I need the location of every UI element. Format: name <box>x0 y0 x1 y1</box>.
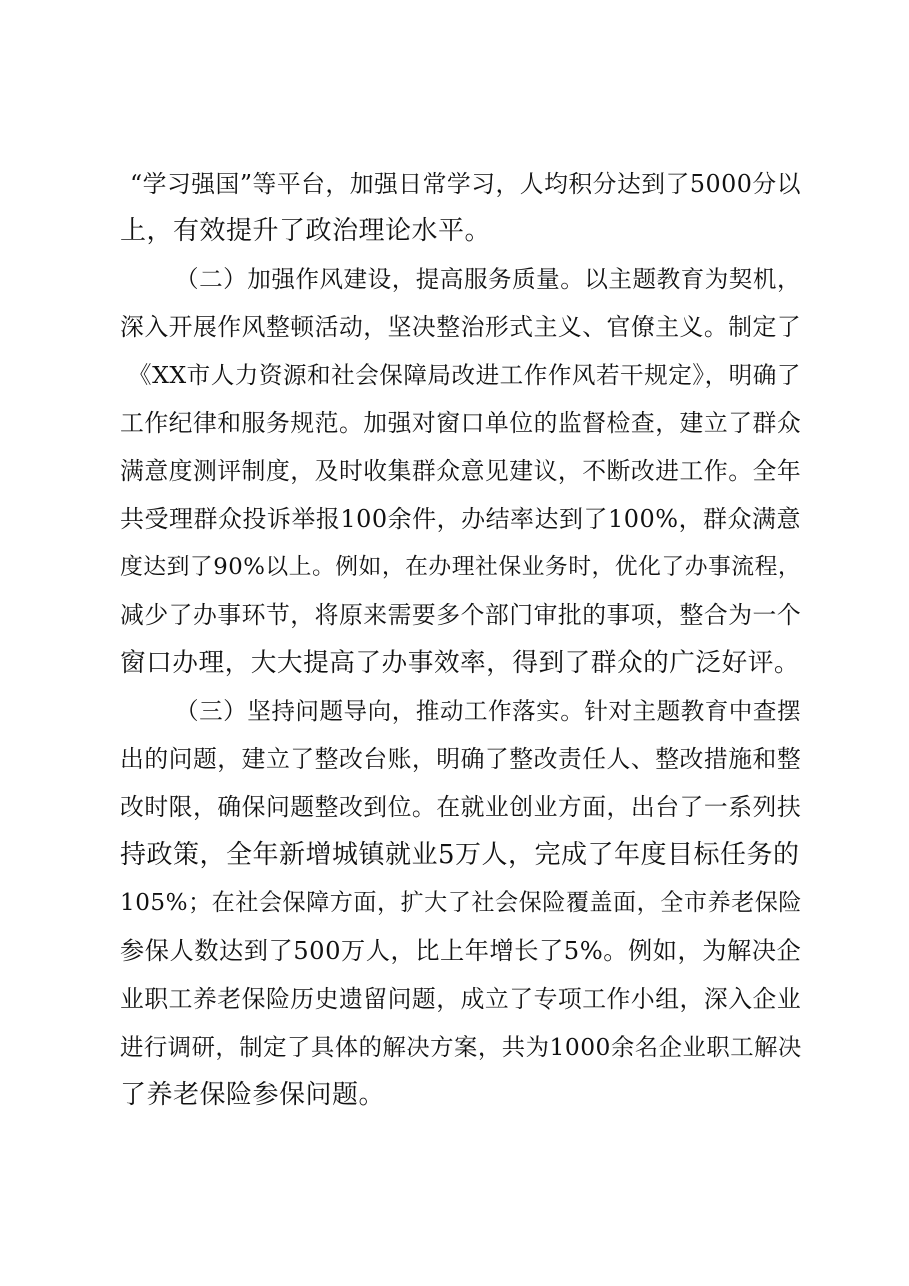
text-line: 改时限，确保问题整改到位。在就业创业方面，出台了一系列扶 <box>120 793 802 821</box>
text-line: 了养老保险参保问题。 <box>120 1080 386 1110</box>
text-line: 共受理群众投诉举报100余件，办结率达到了100%，群众满意 <box>120 505 801 533</box>
text-line: 业职工养老保险历史遗留问题，成立了专项工作小组，深入企业 <box>120 985 802 1013</box>
text-line: 满意度测评制度，及时收集群众意见建议，不断改进工作。全年 <box>120 457 802 485</box>
text-line: 出的问题，建立了整改台账，明确了整改责任人、整改措施和整 <box>120 745 802 773</box>
text-line: “学习强国”等平台，加强日常学习，人均积分达到了5000分以 <box>130 170 802 198</box>
text-line: 深入开展作风整顿活动，坚决整治形式主义、官僚主义。制定了 <box>120 313 802 341</box>
text-line: 工作纪律和服务规范。加强对窗口单位的监督检查，建立了群众 <box>120 409 802 437</box>
paragraph-heading-line: （三）坚持问题导向，推动工作落实。针对主题教育中查摆 <box>175 697 802 725</box>
text-line: 度达到了90%以上。例如，在办理社保业务时，优化了办事流程， <box>120 554 802 580</box>
text-line: 上，有效提升了政治理论水平。 <box>120 216 492 246</box>
text-line: 窗口办理，大大提高了办事效率，得到了群众的广泛好评。 <box>120 648 801 678</box>
text-line: 进行调研，制定了具体的解决方案，共为1000余名企业职工解决 <box>120 1033 802 1061</box>
text-line: 减少了办事环节，将原来需要多个部门审批的事项，整合为一个 <box>120 601 802 629</box>
text-line: 105%；在社会保障方面，扩大了社会保险覆盖面，全市养老保险 <box>120 890 802 916</box>
text-line: 参保人数达到了500万人，比上年增长了5%。例如，为解决企 <box>120 936 802 965</box>
text-line: 持政策，全年新增城镇就业5万人，完成了年度目标任务的 <box>120 840 800 870</box>
paragraph-heading-line: （二）加强作风建设，提高服务质量。以主题教育为契机， <box>175 265 802 293</box>
text-line: 《XX市人力资源和社会保障局改进工作作风若干规定》，明确了 <box>128 361 801 389</box>
